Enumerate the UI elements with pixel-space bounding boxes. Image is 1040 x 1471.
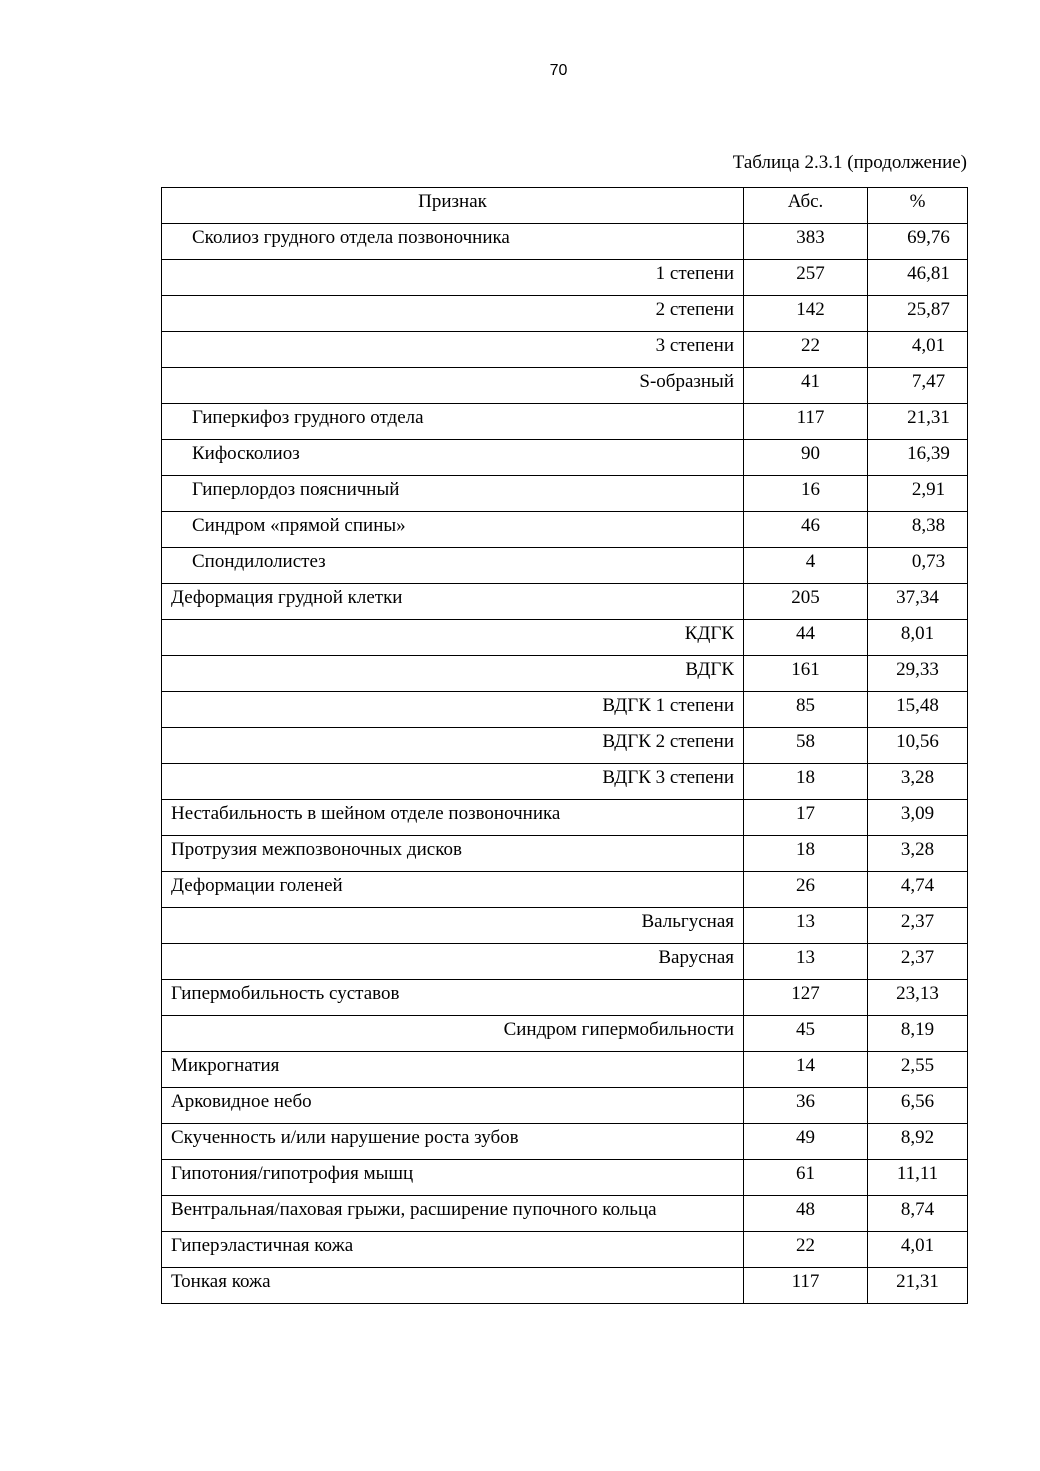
row-feature: ВДГК 1 степени	[162, 692, 744, 728]
table-row	[162, 656, 968, 692]
header-abs: Абс.	[744, 188, 868, 224]
row-percent: 10,56	[868, 728, 968, 764]
table-row	[162, 980, 968, 1016]
row-percent: 69,76	[868, 224, 968, 260]
row-abs: 257	[744, 260, 868, 296]
row-feature: ВДГК 2 степени	[162, 728, 744, 764]
table-row	[162, 512, 968, 548]
table-row	[162, 1232, 968, 1268]
row-percent: 2,91	[868, 476, 968, 512]
row-feature: Гиперлордоз поясничный	[162, 476, 744, 512]
row-abs: 161	[744, 656, 868, 692]
row-feature: 1 степени	[162, 260, 744, 296]
row-abs: 117	[744, 1268, 868, 1304]
row-abs: 142	[744, 296, 868, 332]
table-row	[162, 1052, 968, 1088]
table-row	[162, 1268, 968, 1304]
row-abs: 117	[744, 404, 868, 440]
table-row	[162, 260, 968, 296]
row-percent: 11,11	[868, 1160, 968, 1196]
row-abs: 36	[744, 1088, 868, 1124]
table-row	[162, 1124, 968, 1160]
row-percent: 8,19	[868, 1016, 968, 1052]
row-feature: ВДГК 3 степени	[162, 764, 744, 800]
row-feature: 3 степени	[162, 332, 744, 368]
row-feature: 2 степени	[162, 296, 744, 332]
row-percent: 25,87	[868, 296, 968, 332]
row-percent: 2,37	[868, 944, 968, 980]
row-feature: Протрузия межпозвоночных дисков	[162, 836, 744, 872]
row-abs: 61	[744, 1160, 868, 1196]
row-percent: 2,37	[868, 908, 968, 944]
table-row	[162, 224, 968, 260]
row-feature: Синдром «прямой спины»	[162, 512, 744, 548]
row-abs: 13	[744, 944, 868, 980]
table-row	[162, 368, 968, 404]
row-feature: Синдром гипермобильности	[162, 1016, 744, 1052]
row-abs: 45	[744, 1016, 868, 1052]
row-abs: 383	[744, 224, 868, 260]
row-feature: Гипермобильность суставов	[162, 980, 744, 1016]
row-feature: Спондилолистез	[162, 548, 744, 584]
row-feature: Варусная	[162, 944, 744, 980]
row-percent: 4,01	[868, 1232, 968, 1268]
table-row	[162, 476, 968, 512]
table-header-row	[162, 188, 968, 224]
row-percent: 21,31	[868, 1268, 968, 1304]
row-abs: 18	[744, 836, 868, 872]
row-feature: КДГК	[162, 620, 744, 656]
row-percent: 3,28	[868, 836, 968, 872]
table-row	[162, 404, 968, 440]
row-percent: 3,28	[868, 764, 968, 800]
row-abs: 41	[744, 368, 868, 404]
row-feature: Сколиоз грудного отдела позвоночника	[162, 224, 744, 260]
row-abs: 58	[744, 728, 868, 764]
row-percent: 37,34	[868, 584, 968, 620]
row-abs: 26	[744, 872, 868, 908]
row-abs: 90	[744, 440, 868, 476]
page-number: 70	[549, 62, 568, 79]
row-abs: 46	[744, 512, 868, 548]
row-percent: 4,01	[868, 332, 968, 368]
row-abs: 22	[744, 332, 868, 368]
row-percent: 8,38	[868, 512, 968, 548]
table-row	[162, 944, 968, 980]
row-abs: 16	[744, 476, 868, 512]
table-row	[162, 1196, 968, 1232]
row-feature: Скученность и/или нарушение роста зубов	[162, 1124, 744, 1160]
row-abs: 14	[744, 1052, 868, 1088]
row-abs: 18	[744, 764, 868, 800]
row-feature: Микрогнатия	[162, 1052, 744, 1088]
row-abs: 4	[744, 548, 868, 584]
table-row	[162, 728, 968, 764]
row-percent: 16,39	[868, 440, 968, 476]
row-percent: 46,81	[868, 260, 968, 296]
row-feature: Арковидное небо	[162, 1088, 744, 1124]
row-percent: 8,01	[868, 620, 968, 656]
row-feature: Вентральная/паховая грыжи, расширение пупочного кольца	[162, 1196, 744, 1232]
row-percent: 2,55	[868, 1052, 968, 1088]
table-row	[162, 764, 968, 800]
table-row	[162, 800, 968, 836]
header-feature: Признак	[162, 188, 744, 224]
table-row	[162, 548, 968, 584]
header-percent: %	[868, 188, 968, 224]
row-feature: Гипотония/гипотрофия мышц	[162, 1160, 744, 1196]
row-percent: 7,47	[868, 368, 968, 404]
table-row	[162, 1016, 968, 1052]
row-abs: 22	[744, 1232, 868, 1268]
table-row	[162, 872, 968, 908]
row-feature: Нестабильность в шейном отделе позвоночника	[162, 800, 744, 836]
row-abs: 85	[744, 692, 868, 728]
table-row	[162, 584, 968, 620]
row-feature: Деформации голеней	[162, 872, 744, 908]
table-row	[162, 296, 968, 332]
table-row	[162, 692, 968, 728]
row-feature: Кифосколиоз	[162, 440, 744, 476]
row-abs: 205	[744, 584, 868, 620]
table-row	[162, 836, 968, 872]
row-abs: 13	[744, 908, 868, 944]
table-row	[162, 1160, 968, 1196]
row-feature: Гиперэластичная кожа	[162, 1232, 744, 1268]
table-row	[162, 332, 968, 368]
table-row	[162, 620, 968, 656]
row-percent: 0,73	[868, 548, 968, 584]
row-percent: 4,74	[868, 872, 968, 908]
row-percent: 8,74	[868, 1196, 968, 1232]
row-feature: Гиперкифоз грудного отдела	[162, 404, 744, 440]
row-percent: 23,13	[868, 980, 968, 1016]
table-row	[162, 1088, 968, 1124]
row-percent: 8,92	[868, 1124, 968, 1160]
row-abs: 49	[744, 1124, 868, 1160]
row-abs: 17	[744, 800, 868, 836]
table-caption: Таблица 2.3.1 (продолжение)	[732, 152, 967, 173]
data-table	[161, 187, 968, 1304]
row-abs: 127	[744, 980, 868, 1016]
row-feature: Деформация грудной клетки	[162, 584, 744, 620]
row-feature: S-образный	[162, 368, 744, 404]
row-percent: 6,56	[868, 1088, 968, 1124]
table-row	[162, 440, 968, 476]
row-abs: 48	[744, 1196, 868, 1232]
row-abs: 44	[744, 620, 868, 656]
table-row	[162, 908, 968, 944]
row-feature: Тонкая кожа	[162, 1268, 744, 1304]
row-percent: 3,09	[868, 800, 968, 836]
row-percent: 15,48	[868, 692, 968, 728]
row-feature: Вальгусная	[162, 908, 744, 944]
row-feature: ВДГК	[162, 656, 744, 692]
row-percent: 29,33	[868, 656, 968, 692]
row-percent: 21,31	[868, 404, 968, 440]
